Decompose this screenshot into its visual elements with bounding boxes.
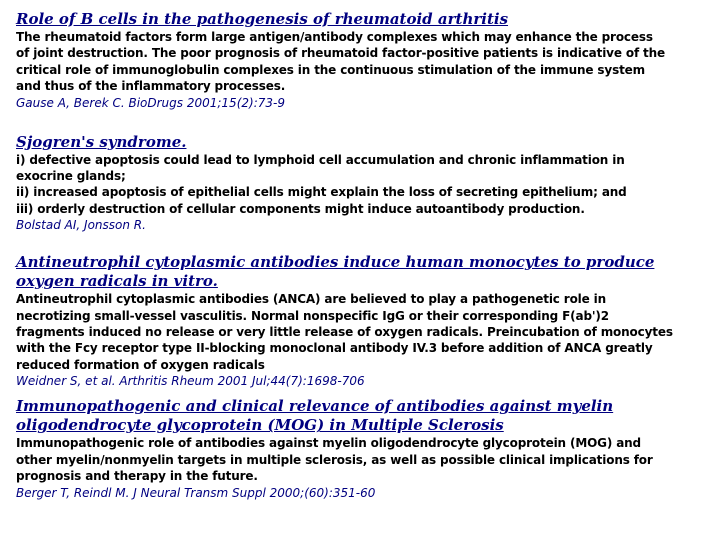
body-line: i) defective apoptosis could lead to lymphoid cell accumulation and chronic inflammation in: [16, 152, 625, 167]
body-line: ii) increased apoptosis of epithelial cells might explain the loss of secreting epithelium; and: [16, 185, 627, 200]
section-title: Role of B cells in the pathogenesis of rheumatoid arthritis: [16, 10, 509, 28]
body-line: necrotizing small-vessel vasculitis. Normal nonspecific IgG or their corresponding F(ab')2: [16, 308, 609, 323]
body-line: exocrine glands;: [16, 169, 126, 184]
body-line: Antineutrophil cytoplasmic antibodies (ANCA) are believed to play a pathogenetic role in: [16, 292, 606, 307]
section-mog: [16, 397, 710, 501]
body-line: reduced formation of oxygen radicals: [16, 357, 265, 372]
body-line: critical role of immunoglobulin complexes in the continuous stimulation of the immune system: [16, 62, 645, 77]
body-line: prognosis and therapy in the future.: [16, 469, 258, 484]
section-rheumatoid-arthritis: [16, 10, 710, 112]
reference: Weidner S, et al. Arthritis Rheum 2001 Jul;44(7):1698-706: [16, 374, 365, 389]
reference: Bolstad AI, Jonsson R.: [16, 218, 146, 233]
body-line: The rheumatoid factors form large antigen/antibody complexes which may enhance the process: [16, 30, 653, 44]
slide-content: [16, 10, 710, 502]
section-title: Sjogren's syndrome.: [16, 132, 187, 151]
body-line: fragments induced no release or very little release of oxygen radicals. Preincubation of monocytes: [16, 325, 673, 340]
body-line: Immunopathogenic role of antibodies against myelin oligodendrocyte glycoprotein (MOG) and: [16, 436, 642, 451]
body-line: and thus of the inflammatory processes.: [16, 79, 286, 94]
body-line: other myelin/nonmyelin targets in multiple sclerosis, as well as possible clinical implications for: [16, 452, 653, 467]
reference: Berger T, Reindl M. J Neural Transm Suppl 2000;(60):351-60: [16, 485, 376, 500]
section-sjogren: [16, 133, 710, 235]
body-line: with the Fcy receptor type II-blocking monoclonal antibody IV.3 before addition of ANCA greatly: [16, 341, 653, 356]
section-title: Antineutrophil cytoplasmic antibodies induce human monocytes to produce oxygen radicals in vitro.: [16, 253, 655, 291]
section-title: Immunopathogenic and clinical relevance of antibodies against myelin oligodendrocyte glycoprotein (MOG) in Multiple Sclerosis: [16, 397, 614, 435]
reference: Gause A, Berek C. BioDrugs 2001;15(2):73-9: [16, 95, 285, 110]
body-line: of joint destruction. The poor prognosis of rheumatoid factor-positive patients is indicative of the: [16, 46, 666, 61]
body-line: iii) orderly destruction of cellular components might induce autoantibody production.: [16, 201, 585, 216]
section-anca: [16, 253, 710, 390]
